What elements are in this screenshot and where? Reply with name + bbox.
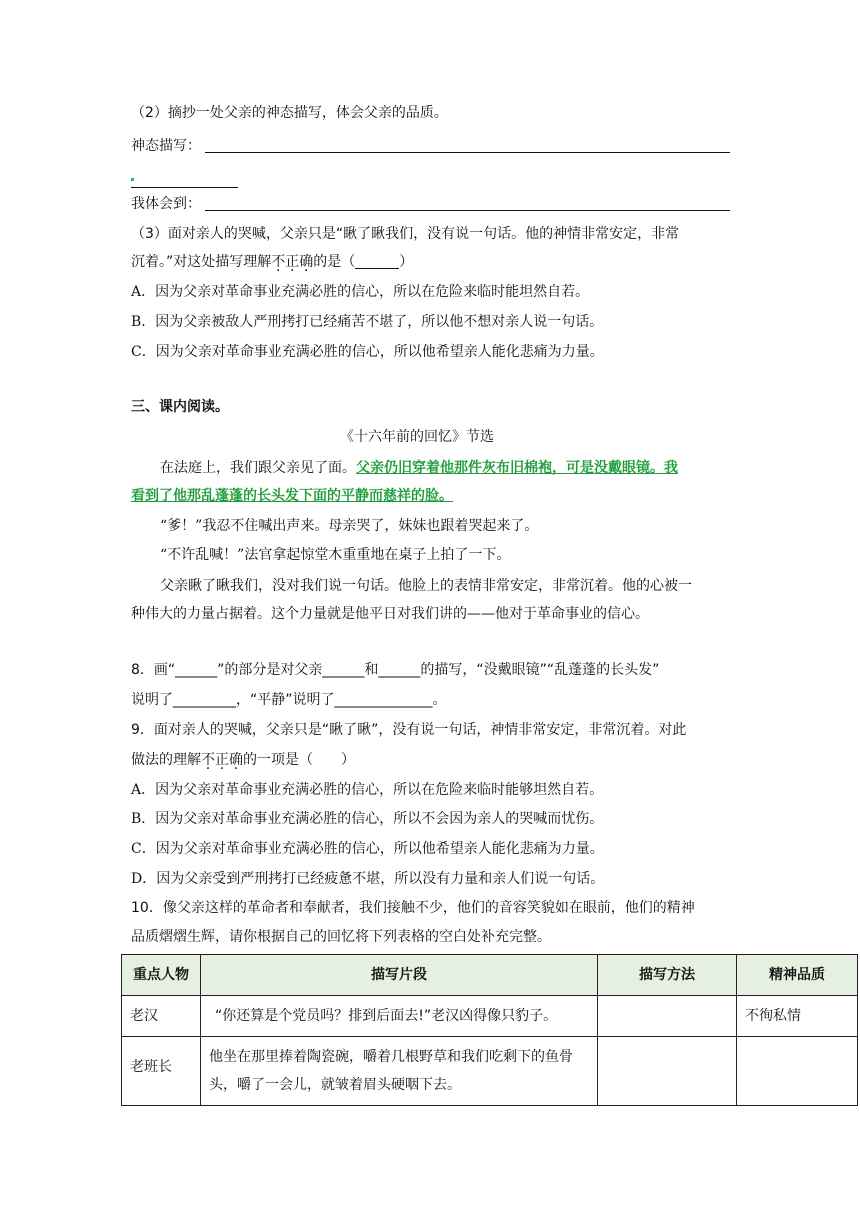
emphasis-dot-char: 不	[271, 254, 286, 270]
q3-line1: （3）面对亲人的哭喊，父亲只是“瞅了瞅我们，没有说一句话。他的神情非常安定，非常	[131, 226, 680, 242]
table-header-row	[122, 955, 858, 996]
emphasis-dot-char: 确	[229, 752, 243, 768]
q3-line2-post: 的是（	[313, 254, 356, 270]
q3-option-a: A．因为父亲对革命事业充满必胜的信心，所以在危险来临时能坦然自若。	[131, 284, 590, 300]
q2-prompt: （2）摘抄一处父亲的神态描写，体会父亲的品质。	[131, 105, 448, 121]
table-cell-excerpt: 他坐在那里捧着陶瓷碗，嚼着几根野草和我们吃剩下的鱼骨头，嚼了一会儿，就皱着眉头硬咽下去。	[201, 1037, 598, 1106]
passage-p3: “不许乱喊！”法官拿起惊堂木重重地在桌子上拍了一下。	[160, 547, 511, 563]
q3-option-b: B．因为父亲被敌人严刑拷打已经痛苦不堪了，所以他不想对亲人说一句话。	[131, 314, 604, 330]
answer-line[interactable]	[205, 152, 730, 153]
q3-option-c: C．因为父亲对革命事业充满必胜的信心，所以他希望亲人能化悲痛为力量。	[131, 344, 604, 360]
q8-line2: 说明了_________，“平静”说明了______________。	[131, 692, 447, 708]
table-row	[122, 996, 858, 1037]
q9-line2-pre: 做法的理解	[131, 752, 201, 768]
q10-line1: 10．像父亲这样的革命者和奉献者，我们接触不少，他们的音容笑貌如在眼前，他们的精神	[131, 900, 695, 916]
emphasis-dot-char: 确	[299, 254, 314, 270]
fill-in-table	[121, 954, 858, 1106]
table-cell-person: 老班长	[122, 1037, 201, 1106]
table-cell-method[interactable]	[598, 1037, 737, 1106]
passage-plain-text: 在法庭上，我们跟父亲见了面。	[160, 460, 356, 476]
emphasis-dot-char: 正	[285, 254, 300, 270]
q2-label-expression: 神态描写：	[131, 138, 201, 154]
table-cell-quality: 不徇私情	[737, 996, 858, 1037]
q9-line1: 9．面对亲人的哭喊，父亲只是“瞅了瞅”，没有说一句话，神情非常安定，非常沉着。对此	[131, 722, 687, 738]
passage-p2: “爹！”我忍不住喊出声来。母亲哭了，妹妹也跟着哭起来了。	[160, 518, 539, 534]
q9-option-d: D．因为父亲受到严刑拷打已经疲惫不堪，所以没有力量和亲人们说一句话。	[131, 871, 605, 887]
table-row	[122, 1037, 858, 1106]
passage-p1-line1	[160, 458, 678, 478]
table-cell-quality[interactable]	[737, 1037, 858, 1106]
q10-line2: 品质熠熠生辉，请你根据自己的回忆将下列表格的空白处补充完整。	[131, 929, 551, 945]
section-heading: 三、课内阅读。	[131, 399, 229, 415]
emphasis-dot-char: 正	[215, 752, 229, 768]
answer-line[interactable]	[205, 210, 730, 211]
q3-line2	[131, 252, 413, 272]
table-header-cell: 描写方法	[598, 955, 737, 996]
highlighted-sentence: 看到了他那乱蓬蓬的长头发下面的平静而慈祥的脸。	[131, 488, 453, 504]
passage-p1-line2	[131, 486, 453, 506]
table-header-cell: 重点人物	[122, 955, 201, 996]
table-cell-excerpt: “你还算是个党员吗？排到后面去!”老汉凶得像只豹子。	[201, 996, 598, 1037]
table-cell-method[interactable]	[598, 996, 737, 1037]
q2-label-insight: 我体会到：	[131, 196, 201, 212]
q8-line1: 8．画“______”的部分是对父亲______和______的描写，“没戴眼镜”“乱蓬蓬的长头发”	[131, 662, 660, 678]
table-header-cell: 精神品质	[737, 955, 858, 996]
q9-option-c: C．因为父亲对革命事业充满必胜的信心，所以他希望亲人能化悲痛为力量。	[131, 841, 604, 857]
emphasis-dot-char: 不	[201, 752, 215, 768]
q9-line2	[131, 750, 355, 770]
q3-line2-close: ）	[399, 254, 414, 270]
q9-line2-post: 的一项是（ ）	[243, 752, 355, 768]
highlighted-sentence: 父亲仍旧穿着他那件灰布旧棉袍，可是没戴眼镜。我	[356, 460, 678, 476]
q9-option-a: A．因为父亲对革命事业充满必胜的信心，所以在危险来临时能够坦然自若。	[131, 782, 604, 798]
answer-blank[interactable]	[355, 254, 399, 269]
green-marker	[131, 178, 134, 181]
q9-option-b: B．因为父亲对革命事业充满必胜的信心，所以不会因为亲人的哭喊而忧伤。	[131, 811, 604, 827]
answer-line[interactable]	[131, 187, 238, 188]
passage-p4-line1: 父亲瞅了瞅我们，没对我们说一句话。他脸上的表情非常安定，非常沉着。他的心被一	[160, 578, 692, 594]
passage-title: 《十六年前的回忆》节选	[340, 429, 494, 445]
q3-line2-pre: 沉着。”对这处描写理解	[131, 254, 272, 270]
table-header-cell: 描写片段	[201, 955, 598, 996]
table-cell-person: 老汉	[122, 996, 201, 1037]
passage-p4-line2: 种伟大的力量占据着。这个力量就是他平日对我们讲的——他对于革命事业的信心。	[131, 606, 649, 622]
